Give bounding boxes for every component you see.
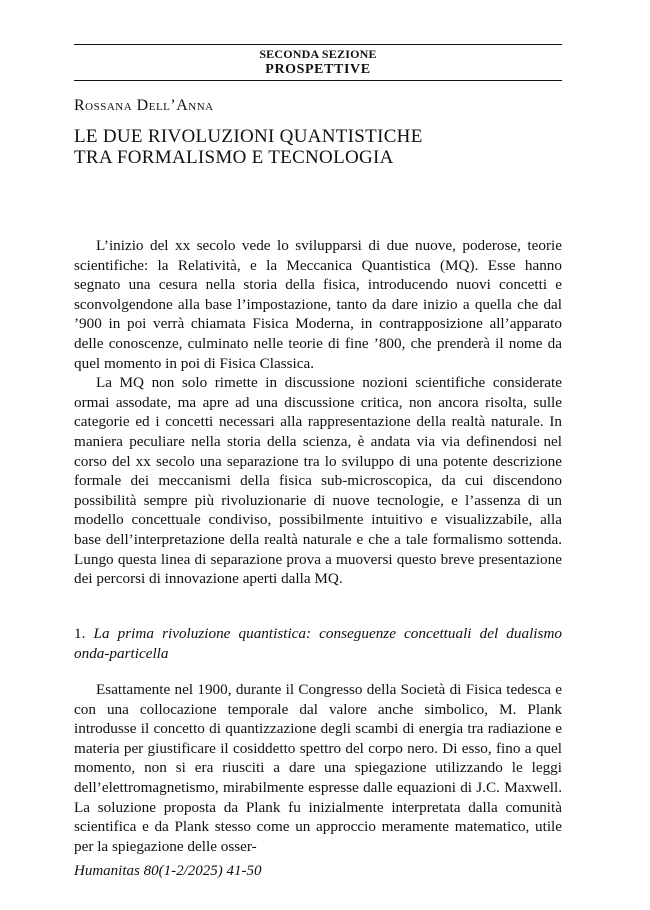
page xyxy=(74,0,562,910)
intro-body xyxy=(74,236,562,589)
article-title-line-1: LE DUE RIVOLUZIONI QUANTISTICHE xyxy=(74,126,423,147)
section-1-body xyxy=(74,680,562,856)
section-1-number: 1. xyxy=(74,625,86,642)
article-title xyxy=(74,126,562,168)
author-name: Rossana Dell’Anna xyxy=(74,97,214,114)
section-1-heading-text: La prima rivoluzione quantistica: conseguenze concettuali del dualismo onda-particella xyxy=(74,625,563,662)
intro-paragraph-1: L’inizio del xx secolo vede lo svilupparsi di due nuove, poderose, teorie scientifiche: la Relatività, e la Meccanica Quantistica (MQ). Esse hanno segnato una cesura nella storia della fisica, introducendo nuovi concetti e sconvolgendone alla base l’impostazione, tanto da dare inizio a quella che dal ’900 in poi verrà chiamata Fisica Moderna, in contrapposizione all’apparato delle conoscenze, culminato nelle teorie di fine ’800, che prenderà il nome da quel momento in poi di Fisica Classica. xyxy=(74,237,562,372)
header-top-rule xyxy=(74,44,562,45)
section-1-heading xyxy=(74,624,562,663)
article-title-line-2: TRA FORMALISMO E TECNOLOGIA xyxy=(74,147,394,168)
intro-paragraph-2: La MQ non solo rimette in discussione nozioni scientifiche considerate ormai assodate, ma apre ad una discussione critica, non ancora risolta, sulle categorie ed i concetti necessari alla rappresentazione della realtà naturale. In maniera peculiare nella storia della scienza, è andata via via definendosi nel corso del xx secolo una separazione tra lo sviluppo di una potente descrizione formale dei meccanismi della fisica sub-microscopica, da cui discendono possibilità sempre più rivoluzionarie di nuove tecnologie, e l’assenza di un modello concettuale condiviso, possibilmente intuitivo e visualizzabile, alla base dell’interpretazione della realtà naturale e che a tale formalismo sottenda. Lungo questa linea di separazione prova a muoversi questo breve presentazione dei percorsi di innovazione aperti dalla MQ. xyxy=(74,374,562,588)
section-title: PROSPETTIVE xyxy=(265,62,371,77)
journal-citation: Humanitas 80(1-2/2025) 41-50 xyxy=(74,863,262,879)
section-1-paragraph-1: Esattamente nel 1900, durante il Congresso della Società di Fisica tedesca e con una collocazione temporale dal valore anche simbolico, M. Plank introdusse il concetto di quantizzazione degli scambi di energia tra radiazione e materia per giustificare il cosiddetto spettro del corpo nero. Di esso, fino a quel momento, non si era riusciti a dare una spiegazione utilizzando le leggi dell’elettromagnetismo, mirabilmente espresse dalle equazioni di J.C. Maxwell. La soluzione proposta da Plank fu inizialmente interpretata dalla comunità scientifica e da Plank stesso come un approccio meramente matematico, utile per la spiegazione delle osser- xyxy=(74,681,562,855)
header-bottom-rule xyxy=(74,80,562,81)
section-label: SECONDA SEZIONE xyxy=(259,47,377,61)
